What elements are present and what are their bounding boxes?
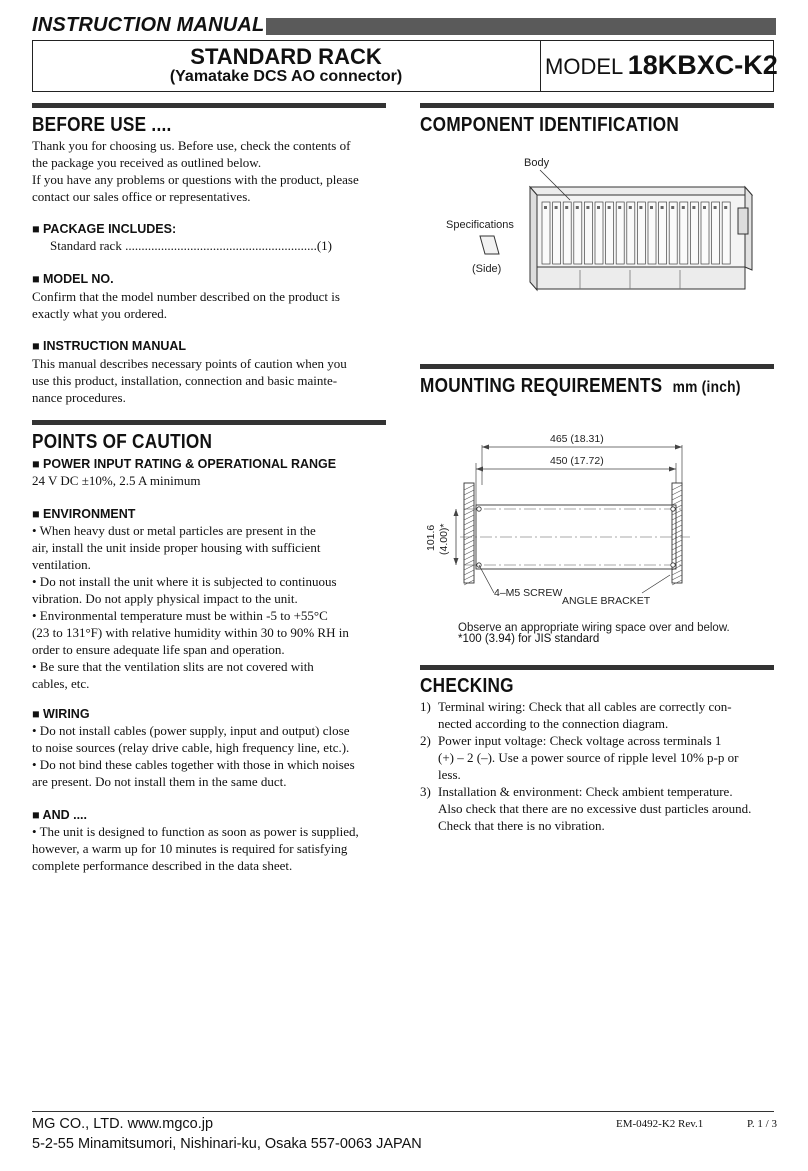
module-slot bbox=[690, 202, 698, 264]
text-line: use this product, installation, connection and basic mainte- bbox=[32, 373, 338, 388]
module-slot bbox=[722, 202, 730, 264]
caution-heading: POINTS OF CAUTION bbox=[32, 431, 213, 453]
spec-label-icon bbox=[480, 236, 499, 254]
module-indicator bbox=[650, 206, 653, 209]
module-slot bbox=[542, 202, 550, 264]
module-slot bbox=[627, 202, 635, 264]
text-line: complete performance described in the data sheet. bbox=[32, 858, 293, 873]
text-line: vibration. Do not apply physical impact to the unit. bbox=[32, 591, 298, 606]
text-line: Also check that there are no excessive dust particles around. bbox=[438, 801, 752, 816]
wiring-heading: ■ WIRING bbox=[32, 707, 90, 721]
model-label: MODEL bbox=[545, 54, 624, 79]
arrowhead bbox=[669, 467, 676, 472]
product-title: STANDARD RACK bbox=[190, 44, 382, 69]
section-rule bbox=[420, 103, 774, 108]
mounting-heading bbox=[420, 375, 741, 398]
footer-doc-id: EM-0492-K2 Rev.1 bbox=[616, 1118, 704, 1130]
rack-flange-left bbox=[530, 187, 537, 290]
model-no-heading: ■ MODEL NO. bbox=[32, 272, 114, 286]
outer-width-label: 465 (18.31) bbox=[550, 433, 604, 445]
module-slot bbox=[584, 202, 592, 264]
component-heading: COMPONENT IDENTIFICATION bbox=[420, 114, 680, 136]
text-line: If you have any problems or questions with the product, please bbox=[32, 172, 359, 187]
section-rule bbox=[32, 420, 386, 425]
item-text bbox=[438, 698, 774, 732]
manual-label: INSTRUCTION MANUAL bbox=[32, 14, 265, 36]
model-number: 18KBXC-K2 bbox=[627, 50, 778, 80]
module-slot bbox=[712, 202, 720, 264]
checking-list bbox=[420, 698, 774, 834]
module-indicator bbox=[714, 206, 717, 209]
text-line: cables, etc. bbox=[32, 676, 90, 691]
section-rule bbox=[32, 103, 386, 108]
module-indicator bbox=[565, 206, 568, 209]
item-text bbox=[438, 732, 774, 783]
checking-item bbox=[420, 732, 774, 783]
module-indicator bbox=[639, 206, 642, 209]
model-no-text bbox=[32, 288, 386, 322]
left-rail bbox=[464, 483, 474, 583]
mounting-diagram bbox=[420, 425, 780, 634]
footer-company: MG CO., LTD. www.mgco.jp bbox=[32, 1116, 214, 1132]
inner-width-label: 450 (17.72) bbox=[550, 455, 604, 467]
rail-hatching bbox=[464, 485, 682, 585]
arrowhead bbox=[454, 509, 459, 516]
side-label: (Side) bbox=[472, 263, 502, 275]
instruction-manual-text bbox=[32, 355, 386, 406]
mounting-title: MOUNTING REQUIREMENTS bbox=[420, 375, 663, 397]
text-line: • Do not bind these cables together with those in which noises bbox=[32, 757, 355, 772]
text-line: • Environmental temperature must be within -5 to +55°C bbox=[32, 608, 328, 623]
arrowhead bbox=[482, 445, 489, 450]
text-line: nected according to the connection diagram. bbox=[438, 716, 669, 731]
text-line: air, install the unit inside proper housing with sufficient bbox=[32, 540, 321, 555]
item-number: 2) bbox=[420, 733, 431, 748]
module-slot bbox=[669, 202, 677, 264]
footer-address: 5-2-55 Minamitsumori, Nishinari-ku, Osaka 557-0063 JAPAN bbox=[32, 1136, 422, 1152]
module-indicator bbox=[618, 206, 621, 209]
module-slot bbox=[637, 202, 645, 264]
bracket-leader bbox=[642, 575, 670, 593]
item-text bbox=[438, 783, 774, 834]
product-subtitle: (Yamatake DCS AO connector) bbox=[169, 68, 403, 85]
package-item: Standard rack ...........................................................(1) bbox=[50, 238, 332, 253]
module-indicator bbox=[629, 206, 632, 209]
text-line: contact our sales office or representatives. bbox=[32, 189, 251, 204]
checking-item bbox=[420, 783, 774, 834]
module-indicator bbox=[555, 206, 558, 209]
text-line: Installation & environment: Check ambient temperature. bbox=[438, 784, 733, 799]
footer-page-number: P. 1 / 3 bbox=[747, 1118, 777, 1130]
item-number: 1) bbox=[420, 699, 431, 714]
height-in-label: (4.00)* bbox=[438, 523, 450, 555]
screw-label: 4–M5 SCREW bbox=[494, 587, 563, 599]
module-slot bbox=[574, 202, 582, 264]
environment-heading: ■ ENVIRONMENT bbox=[32, 507, 136, 521]
module-slot bbox=[648, 202, 656, 264]
environment-text bbox=[32, 522, 386, 692]
text-line: This manual describes necessary points of caution when you bbox=[32, 356, 347, 371]
header-bar bbox=[266, 18, 776, 35]
text-line: • The unit is designed to function as soon as power is supplied, bbox=[32, 824, 359, 839]
text-line: • Be sure that the ventilation slits are not covered with bbox=[32, 659, 314, 674]
power-text: 24 V DC ±10%, 2.5 A minimum bbox=[32, 473, 201, 488]
jis-note: *100 (3.94) for JIS standard bbox=[458, 633, 600, 645]
package-heading: ■ PACKAGE INCLUDES: bbox=[32, 222, 177, 236]
module-indicator bbox=[576, 206, 579, 209]
module-slot bbox=[563, 202, 571, 264]
module-indicator bbox=[661, 206, 664, 209]
module-slot bbox=[595, 202, 603, 264]
specifications-label: Specifications bbox=[446, 219, 514, 231]
text-line: Power input voltage: Check voltage across terminals 1 bbox=[438, 733, 722, 748]
screw-hole bbox=[671, 563, 675, 567]
text-line: • Do not install cables (power supply, input and output) close bbox=[32, 723, 350, 738]
power-heading: ■ POWER INPUT RATING & OPERATIONAL RANGE bbox=[32, 457, 337, 471]
mounting-unit: mm (inch) bbox=[672, 379, 741, 396]
component-illustration bbox=[420, 150, 780, 310]
instruction-manual-heading: ■ INSTRUCTION MANUAL bbox=[32, 339, 187, 353]
screw-hole bbox=[671, 507, 675, 511]
screw-hole bbox=[477, 507, 481, 511]
and-text bbox=[32, 823, 386, 874]
text-line: are present. Do not install them in the same duct. bbox=[32, 774, 287, 789]
footer-rule bbox=[32, 1111, 774, 1112]
rack-base bbox=[537, 267, 745, 289]
text-line: ventilation. bbox=[32, 557, 91, 572]
height-mm-label: 101.6 bbox=[425, 524, 437, 551]
wiring-text bbox=[32, 722, 386, 790]
module-slot bbox=[553, 202, 561, 264]
module-slot bbox=[606, 202, 614, 264]
item-number: 3) bbox=[420, 784, 431, 799]
bracket-label: ANGLE BRACKET bbox=[562, 595, 651, 607]
title-divider bbox=[540, 40, 541, 92]
module-indicator bbox=[724, 206, 727, 209]
text-line: • When heavy dust or metal particles are present in the bbox=[32, 523, 316, 538]
before-use-intro bbox=[32, 137, 386, 205]
module-slot bbox=[659, 202, 667, 264]
checking-heading: CHECKING bbox=[420, 675, 514, 697]
text-line: Confirm that the model number described on the product is bbox=[32, 289, 340, 304]
module-indicator bbox=[608, 206, 611, 209]
right-rail bbox=[672, 483, 682, 583]
module-indicator bbox=[597, 206, 600, 209]
text-line: • Do not install the unit where it is subjected to continuous bbox=[32, 574, 337, 589]
before-use-heading: BEFORE USE .... bbox=[32, 114, 172, 136]
text-line: to noise sources (relay drive cable, high frequency line, etc.). bbox=[32, 740, 350, 755]
rack-bracket bbox=[738, 208, 748, 234]
text-line: order to ensure adequate life span and operation. bbox=[32, 642, 285, 657]
text-line: the package you received as outlined below. bbox=[32, 155, 262, 170]
module-slot bbox=[616, 202, 624, 264]
text-line: exactly what you ordered. bbox=[32, 306, 168, 321]
text-line: less. bbox=[438, 767, 461, 782]
arrowhead bbox=[454, 558, 459, 565]
module-indicator bbox=[544, 206, 547, 209]
module-slot bbox=[701, 202, 709, 264]
and-heading: ■ AND .... bbox=[32, 808, 88, 822]
text-line: Thank you for choosing us. Before use, check the contents of bbox=[32, 138, 351, 153]
body-label: Body bbox=[524, 157, 550, 169]
module-indicator bbox=[703, 206, 706, 209]
module-slot bbox=[680, 202, 688, 264]
model-block bbox=[545, 50, 778, 81]
module-indicator bbox=[586, 206, 589, 209]
checking-item bbox=[420, 698, 774, 732]
text-line: (+) – 2 (–). Use a power source of ripple level 10% p-p or bbox=[438, 750, 739, 765]
module-indicator bbox=[692, 206, 695, 209]
arrowhead bbox=[476, 467, 483, 472]
arrowhead bbox=[675, 445, 682, 450]
module-indicator bbox=[682, 206, 685, 209]
section-rule bbox=[420, 665, 774, 670]
text-line: Check that there is no vibration. bbox=[438, 818, 605, 833]
text-line: (23 to 131°F) with relative humidity within 30 to 90% RH in bbox=[32, 625, 349, 640]
section-rule bbox=[420, 364, 774, 369]
text-line: Terminal wiring: Check that all cables are correctly con- bbox=[438, 699, 732, 714]
text-line: however, a warm up for 10 minutes is required for satisfying bbox=[32, 841, 348, 856]
module-indicator bbox=[671, 206, 674, 209]
text-line: nance procedures. bbox=[32, 390, 126, 405]
wiring-note: Observe an appropriate wiring space over and below. bbox=[458, 622, 730, 634]
